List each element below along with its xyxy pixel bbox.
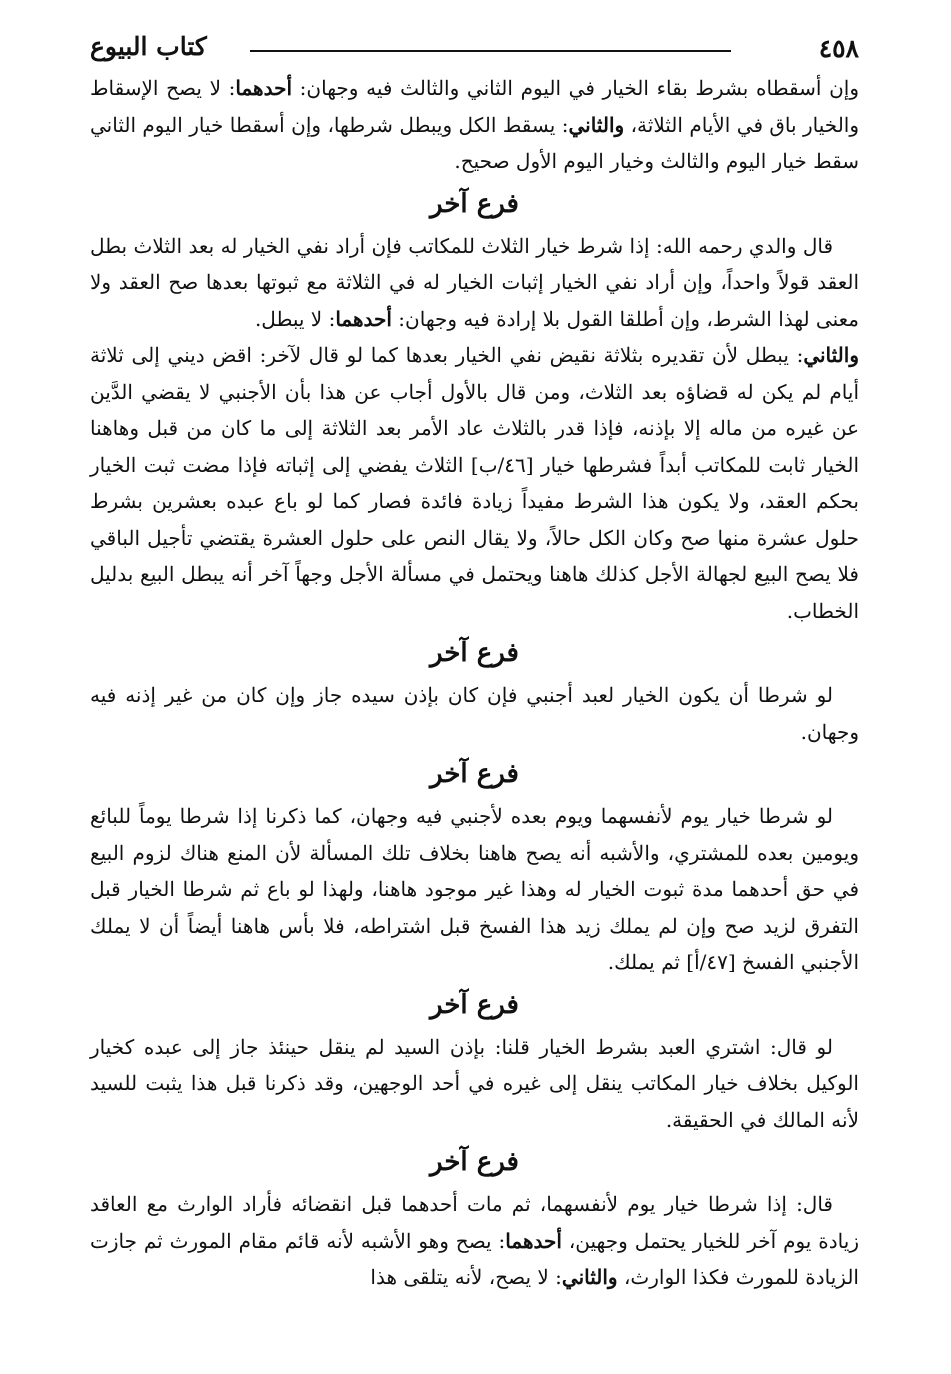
page-header: [90, 30, 859, 70]
section-title: فرع آخر: [430, 188, 519, 219]
page-number: ٤٥٨: [818, 34, 859, 63]
paragraph-5: لو شرطا خيار يوم لأنفسهما ويوم بعده لأجنبي فيه وجهان، كما ذكرنا إذا شرطا يوماً للبائع ويومين بعده للمشتري، والأشبه أنه يصح هاهنا بخلاف تلك المسألة لأن المنع هناك لزوم البيع في حق أحدهما مدة ثبوت الخيار له وهذا غير موجود هاهنا، ولهذا لو باع ثم شرطا الخيار قبل التفرق لزيد صح وإن لم يملك زيد هذا الفسخ قبل اشتراطه، فلا بأس هاهنا أيضاً أن لا يملك الأجنبي الفسخ [٤٧/أ] ثم يملك.: [90, 804, 860, 974]
section-title: فرع آخر: [430, 1147, 519, 1177]
paragraph-3: والثاني: يبطل لأن تقديره بثلاثة نقيض نفي الخيار بعدها كما لو قال لآخر: اقض ديني إلى ثلاثة أيام لم يكن له قضاؤه بعد الثلاث، ومن قال بالأول أجاب عن هذا بأن الأجنبي لا يقضي الدَّين عن غيره من ماله إلا بإذنه، فإذا قدر بالثلاث عاد الأمر بعد الثلاثة إلى ما كان من قبل وهاهنا الخيار ثابت للمكاتب أبداً فشرطها خيار [٤٦/ب] الثلاث يفضي إلى إثباته فإذا مضت ثبت الخيار بحكم العقد، ولا يكون هذا الشرط مفيداً زيادة فائدة فصار كما لو باع عبده بعشرين بشرط حلول عشرة منها صح وكان الكل حالاً، ولا يقال النص على حلول العشرة يقتضي تأجيل الباقي فلا يصح البيع لجهالة الأجل كذلك هاهنا ويحتمل في مسألة الأجل وجهاً آخر أنه يبطل البيع بدليل الخطاب.: [90, 343, 859, 623]
book-title: كتاب البيوع: [90, 32, 207, 61]
paragraph-6: لو قال: اشتري العبد بشرط الخيار قلنا: بإذن السيد لم ينقل حينئذ جاز إلى عبده كخيار الوكيل بخلاف خيار المكاتب ينقل إلى غيره في أحد الوجهين، وقد ذكرنا قبل هذا يثبت للسيد لأنه المالك في الحقيقة.: [90, 1034, 859, 1132]
paragraph-4: لو شرطا أن يكون الخيار لعبد أجنبي فإن كان بإذن سيده جاز وإن كان من غير إذنه فيه وجهان.: [90, 683, 859, 744]
paragraph-7: قال: إذا شرطا خيار يوم لأنفسهما، ثم مات أحدهما قبل انقضائه فأراد الوارث مع العاقد زيادة يوم آخر للخيار يحتمل وجهين، أحدهما: يصح وهو الأشبه لأنه قائم مقام المورث ثم جازت الزيادة للمورث فكذا الوارث، والثاني: لا يصح، لأنه يتلقى هذا: [90, 1192, 859, 1289]
section-title: فرع آخر: [430, 759, 519, 789]
header-rule: [250, 50, 731, 52]
section-title: فرع آخر: [430, 989, 519, 1020]
section-title: فرع آخر: [430, 638, 519, 668]
paragraph-1: وإن أسقطاه بشرط بقاء الخيار في اليوم الثاني والثالث فيه وجهان: أحدهما: لا يصح الإسقاط والخيار باق في الأيام الثلاثة، والثاني: يسقط الكل ويبطل شرطها، وإن أسقطا خيار اليوم الثاني سقط خيار اليوم والثالث وخيار اليوم الأول صحيح.: [90, 76, 860, 173]
paragraph-2: قال والدي رحمه الله: إذا شرط خيار الثلاث للمكاتب فإن أراد نفي الخيار له بعد الثلاث بطل العقد قولاً واحداً، وإن أراد نفي الخيار إثبات الخيار له في الثلاثة مع ثبوتها بعدها صح العقد ولا معنى لهذا الشرط، وإن أطلقا القول بلا إرادة فيه وجهان: أحدهما: لا يبطل.: [90, 233, 859, 331]
